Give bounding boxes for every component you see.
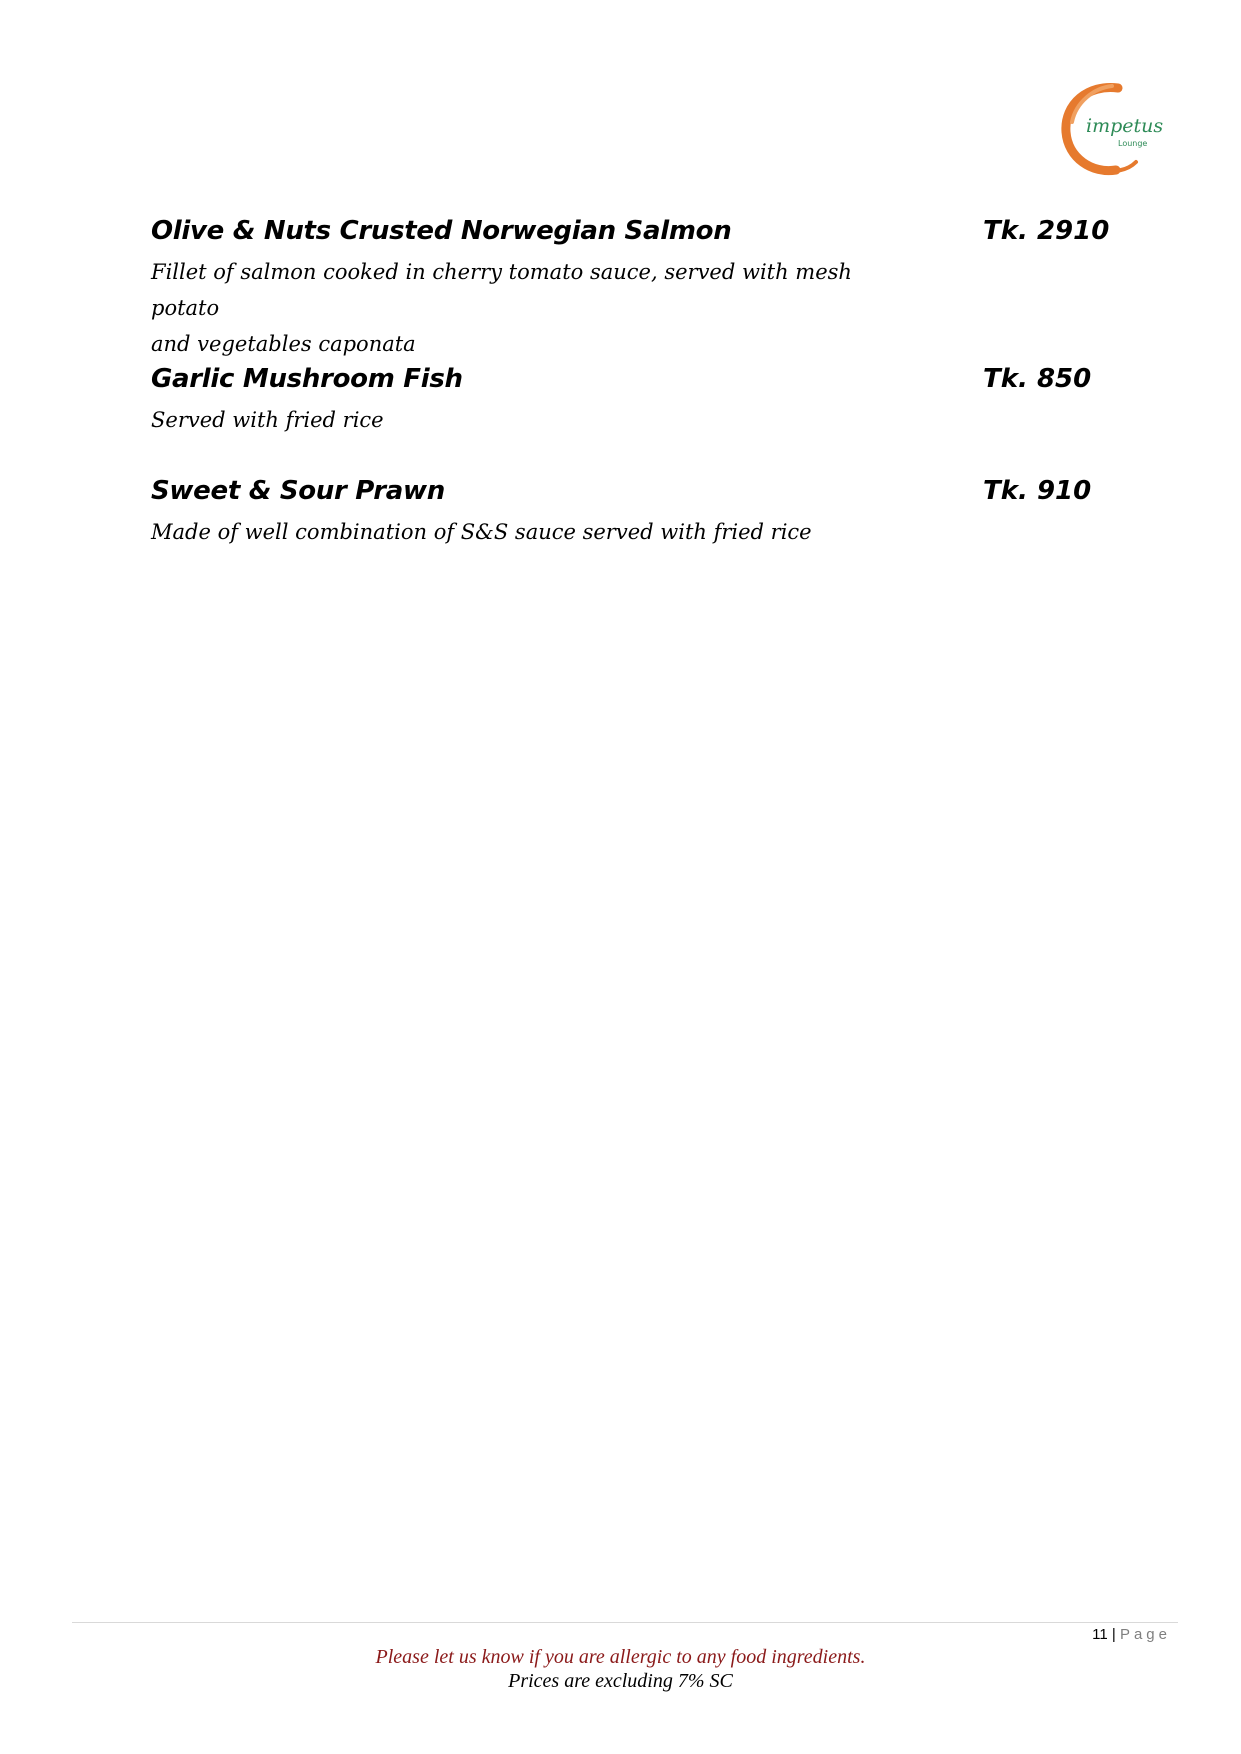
item-name: Olive & Nuts Crusted Norwegian Salmon <box>151 216 732 246</box>
menu-item <box>151 210 1110 358</box>
logo-text: impetus <box>1086 115 1164 137</box>
item-description <box>151 402 921 438</box>
allergy-note: Please let us know if you are allergic to any food ingredients. <box>375 1646 866 1668</box>
item-name: Sweet & Sour Prawn <box>151 476 445 506</box>
item-description <box>151 514 921 550</box>
menu-item <box>151 470 1091 550</box>
item-price: Tk. 910 <box>983 476 1092 506</box>
item-price: Tk. 2910 <box>983 216 1110 246</box>
price-note: Prices are excluding 7% SC <box>508 1670 733 1692</box>
page-number-value: 11 <box>1092 1626 1108 1643</box>
footer-divider <box>72 1622 1178 1623</box>
page-label: Page <box>1119 1626 1171 1643</box>
menu-item <box>151 358 1091 470</box>
item-description-line: Made of well combination of S&S sauce served with fried rice <box>151 520 812 544</box>
item-description-line: Served with fried rice <box>151 408 384 432</box>
menu-list <box>151 210 1110 550</box>
item-description <box>151 254 921 362</box>
item-description-line: Fillet of salmon cooked in cherry tomato sauce, served with mesh potato <box>151 260 852 320</box>
item-description-line: and vegetables caponata <box>151 332 416 356</box>
impetus-lounge-logo <box>1058 82 1168 176</box>
item-price: Tk. 850 <box>983 364 1092 394</box>
page-number-separator: | <box>1111 1626 1116 1643</box>
page-number <box>1092 1626 1171 1643</box>
logo-subtext: Lounge <box>1118 139 1148 148</box>
item-name: Garlic Mushroom Fish <box>151 364 463 394</box>
